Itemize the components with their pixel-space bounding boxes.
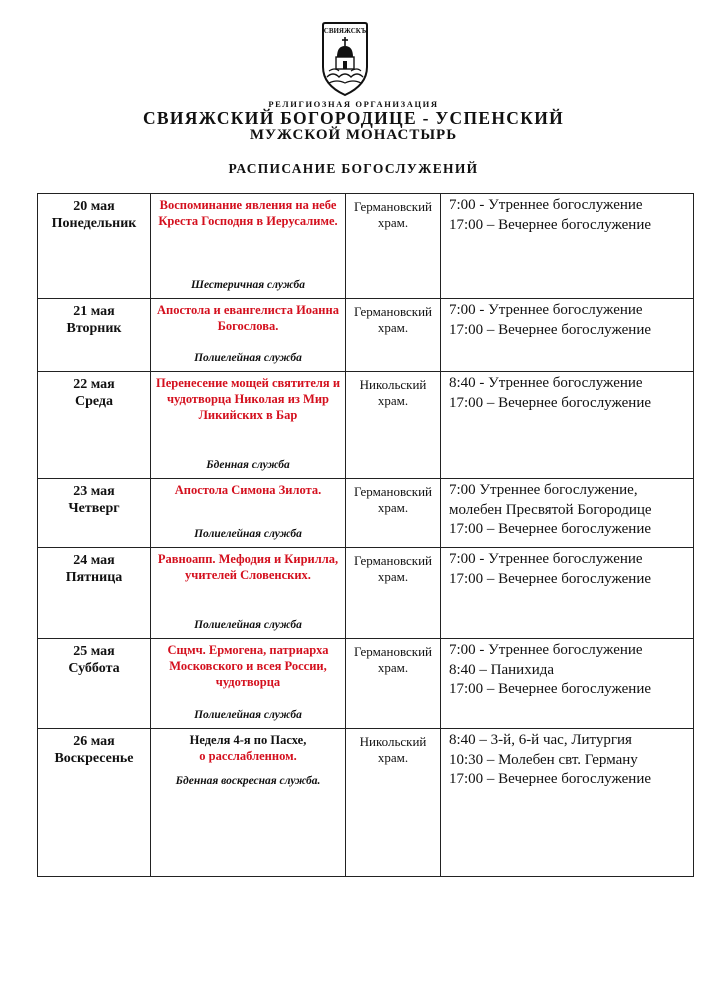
feast-name: Апостола и евангелиста Иоанна Богослова. bbox=[157, 303, 339, 333]
date-cell bbox=[38, 194, 151, 299]
weekday-label: Воскресенье bbox=[54, 751, 134, 766]
date-cell bbox=[38, 479, 151, 548]
date-label: 23 мая bbox=[73, 484, 115, 499]
times-cell bbox=[441, 372, 694, 479]
times-cell bbox=[441, 299, 694, 372]
org-type-label: РЕЛИГИОЗНАЯ ОРГАНИЗАЦИЯ bbox=[268, 99, 439, 109]
feast-cell bbox=[151, 729, 346, 877]
church-cell: Никольский храм. bbox=[346, 372, 441, 479]
church-cell: Германовский храм. bbox=[346, 548, 441, 639]
table-row bbox=[38, 479, 694, 548]
feast-cell bbox=[151, 194, 346, 299]
date-label: 21 мая bbox=[73, 304, 115, 319]
time-entry: 7:00 Утреннее богослужение, bbox=[449, 482, 638, 498]
time-entry: 7:00 - Утреннее богослужение bbox=[449, 551, 643, 567]
time-entry: 17:00 – Вечернее богослужение bbox=[449, 521, 652, 537]
church-cell: Никольский храм. bbox=[346, 729, 441, 877]
weekday-label: Понедельник bbox=[51, 216, 137, 231]
date-label: 26 мая bbox=[73, 734, 115, 749]
monastery-emblem-icon bbox=[317, 21, 373, 97]
schedule-heading: РАСПИСАНИЕ БОГОСЛУЖЕНИЙ bbox=[228, 161, 479, 176]
feast-name: Перенесение мощей святителя и чудотворца Николая из Мир Ликийских в Бар bbox=[155, 376, 341, 422]
service-type: Бденная служба bbox=[206, 459, 290, 471]
service-type: Полиелейная служба bbox=[194, 352, 302, 364]
date-cell bbox=[38, 639, 151, 729]
feast-cell bbox=[151, 372, 346, 479]
times-cell bbox=[441, 479, 694, 548]
weekday-label: Среда bbox=[74, 394, 113, 409]
service-schedule-table bbox=[37, 193, 694, 877]
monastery-title-line1: СВИЯЖСКИЙ БОГОРОДИЦЕ - УСПЕНСКИЙ bbox=[142, 108, 565, 128]
feast-name: Сщмч. Ермогена, патриарха Московского и всея России, чудотворца bbox=[167, 643, 329, 689]
time-entry: 17:00 – Вечернее богослужение bbox=[449, 216, 652, 233]
time-entry: 7:00 - Утреннее богослужение bbox=[449, 197, 643, 213]
feast-cell bbox=[151, 639, 346, 729]
time-entry: молебен Пресвятой Богородице bbox=[449, 501, 652, 518]
time-entry: 17:00 – Вечернее богослужение bbox=[449, 681, 652, 697]
time-entry: 17:00 – Вечернее богослужение bbox=[449, 394, 652, 411]
service-type: Бденная воскресная служба. bbox=[175, 775, 321, 787]
monastery-title-line2: МУЖСКОЙ МОНАСТЫРЬ bbox=[249, 127, 458, 143]
table-row bbox=[38, 729, 694, 877]
feast-cell bbox=[151, 299, 346, 372]
time-entry: 17:00 – Вечернее богослужение bbox=[449, 570, 652, 587]
times-cell bbox=[441, 194, 694, 299]
date-label: 25 мая bbox=[73, 644, 115, 659]
date-label: 24 мая bbox=[73, 553, 115, 568]
date-cell bbox=[38, 372, 151, 479]
time-entry: 8:40 - Утреннее богослужение bbox=[449, 375, 643, 391]
feast-name-line1: Неделя 4-я по Пасхе, bbox=[189, 733, 307, 747]
table-row bbox=[38, 194, 694, 299]
time-entry: 7:00 - Утреннее богослужение bbox=[449, 302, 643, 318]
feast-cell bbox=[151, 548, 346, 639]
service-type: Полиелейная служба bbox=[194, 619, 302, 631]
feast-name-line2: о расслабленном. bbox=[199, 749, 297, 763]
table-row bbox=[38, 548, 694, 639]
time-entry: 17:00 – Вечернее богослужение bbox=[449, 321, 652, 338]
time-entry: 10:30 – Молебен свт. Герману bbox=[449, 751, 638, 768]
weekday-label: Пятница bbox=[65, 570, 123, 585]
svg-text:СВИЯЖСКЪ: СВИЯЖСКЪ bbox=[323, 27, 367, 35]
time-entry: 7:00 - Утреннее богослужение bbox=[449, 642, 643, 658]
weekday-label: Вторник bbox=[66, 321, 122, 336]
date-label: 20 мая bbox=[73, 199, 115, 214]
time-entry: 8:40 – 3-й, 6-й час, Литургия bbox=[449, 732, 632, 748]
time-entry: 8:40 – Панихида bbox=[449, 661, 555, 678]
times-cell bbox=[441, 548, 694, 639]
times-cell bbox=[441, 729, 694, 877]
church-cell: Германовский храм. bbox=[346, 639, 441, 729]
date-cell bbox=[38, 299, 151, 372]
weekday-label: Суббота bbox=[68, 661, 120, 676]
date-cell bbox=[38, 548, 151, 639]
feast-name: Равноапп. Мефодия и Кирилла, учителей Словенских. bbox=[157, 552, 339, 582]
weekday-label: Четверг bbox=[68, 501, 120, 516]
time-entry: 17:00 – Вечернее богослужение bbox=[449, 771, 652, 787]
feast-name: Воспоминание явления на небе Креста Господня в Иерусалиме. bbox=[158, 198, 338, 228]
table-row bbox=[38, 299, 694, 372]
feast-name: Апостола Симона Зилота. bbox=[174, 483, 322, 497]
date-cell bbox=[38, 729, 151, 877]
feast-cell bbox=[151, 479, 346, 548]
table-row bbox=[38, 372, 694, 479]
date-label: 22 мая bbox=[73, 377, 115, 392]
service-type: Полиелейная служба bbox=[194, 709, 302, 721]
table-row bbox=[38, 639, 694, 729]
service-type: Шестеричная служба bbox=[191, 279, 305, 291]
church-cell: Германовский храм. bbox=[346, 299, 441, 372]
service-type: Полиелейная служба bbox=[194, 528, 302, 540]
church-cell: Германовский храм. bbox=[346, 194, 441, 299]
church-cell: Германовский храм. bbox=[346, 479, 441, 548]
times-cell bbox=[441, 639, 694, 729]
